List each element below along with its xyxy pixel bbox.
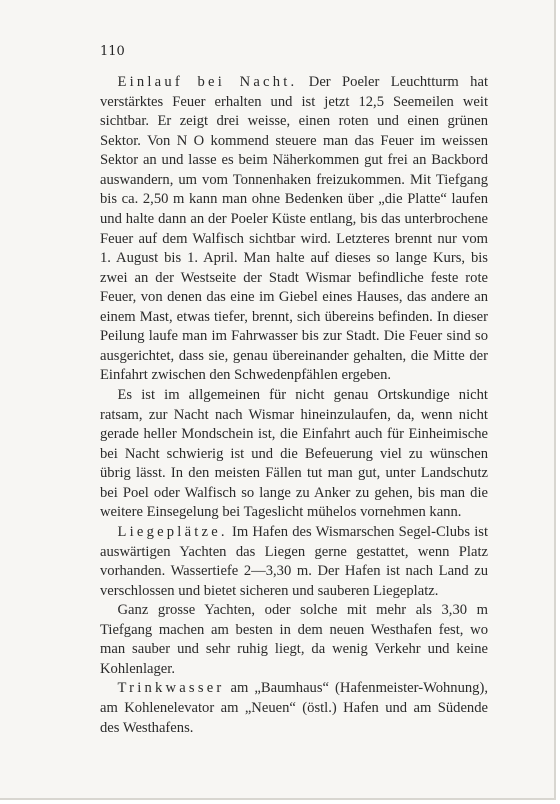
paragraph-night-advice <box>100 386 488 523</box>
paragraph-text: Ganz grosse Yachten, oder solche mit mehr als 3,30 m Tiefgang machen am besten in dem neuen Westhafen fest, wo man sauber und sehr ruhig liegt, da wenig Verkehr und keine Kohlenlager. <box>100 602 488 677</box>
paragraph-night-approach <box>100 73 488 386</box>
paragraph-text: Es ist im allgemeinen für nicht genau Ortskundige nicht ratsam, zur Nacht nach Wismar hineinzulaufen, da, wenn nicht gerade heller Mondschein ist, die Einfahrt auch für Einheimische bei Nacht schwierig ist und die Befeuerung viel zu wünschen übrig lässt. In den meisten Fällen tut man gut, unter Landschutz bei Poel oder Walfisch so lange zu Anker zu gehen, bis man die weitere Einsegelung bei Tageslicht mühelos vornehmen kann. <box>100 387 488 521</box>
section-heading-drinking-water: Trinkwasser <box>117 680 225 697</box>
paragraph-text: Im Hafen des Wismarschen Segel-Clubs ist auswärtigen Yachten das Liegen gerne gestattet, wenn Platz vorhanden. Wassertiefe 2—3,30 m. Der Hafen ist nach Land zu verschlossen und bietet sicheren und sauberen Liegeplatz. <box>100 523 488 599</box>
section-heading-berths: Liegeplätze. <box>117 523 228 540</box>
page-number: 110 <box>100 44 125 59</box>
paragraph-drinking-water <box>100 679 488 738</box>
paragraph-text: Der Poeler Leuchtturm hat verstärktes Feuer erhalten und ist jetzt 12,5 Seemeilen weit sichtbar. Er zeigt drei weisse, einen roten und einen grünen Sektor. Von N O kommend steuere man das Feuer im weissen Sektor an und lasse es beim Näherkommen gut frei an Backbord auswandern, um vom Tonnenhaken freizukommen. Mit Tiefgang bis ca. 2,50 m kann man ohne Bedenken über „die Platte“ laufen und halte dann an der Poeler Küste entlang, bis das unterbrochene Feuer auf dem Walfisch sichtbar wird. Letzteres brennt nur vom 1. August bis 1. April. Man halte auf dieses so lange Kurs, bis zwei an der Westseite der Stadt Wismar befindliche feste rote Feuer, von denen das eine im Giebel eines Hauses, das andere an einem Mast, etwas tiefer, brennt, sich übereins befinden. In dieser Peilung laufe man im Fahrwasser bis zur Stadt. Die Feuer sind so ausgerichtet, dass sie, genau übereinander gehalten, die Mitte der Einfahrt zwischen den Schwedenpfählen ergeben. <box>100 74 489 384</box>
paragraph-large-yachts <box>100 601 488 679</box>
paragraph-text: am „Baumhaus“ (Hafenmeister-Wohnung), am Kohlenelevator am „Neuen“ (östl.) Hafen und am Südende des Westhafens. <box>100 680 488 736</box>
body-text <box>100 73 488 738</box>
section-heading-night-approach: Einlauf bei Nacht. <box>117 74 298 90</box>
paragraph-berths <box>100 523 488 601</box>
